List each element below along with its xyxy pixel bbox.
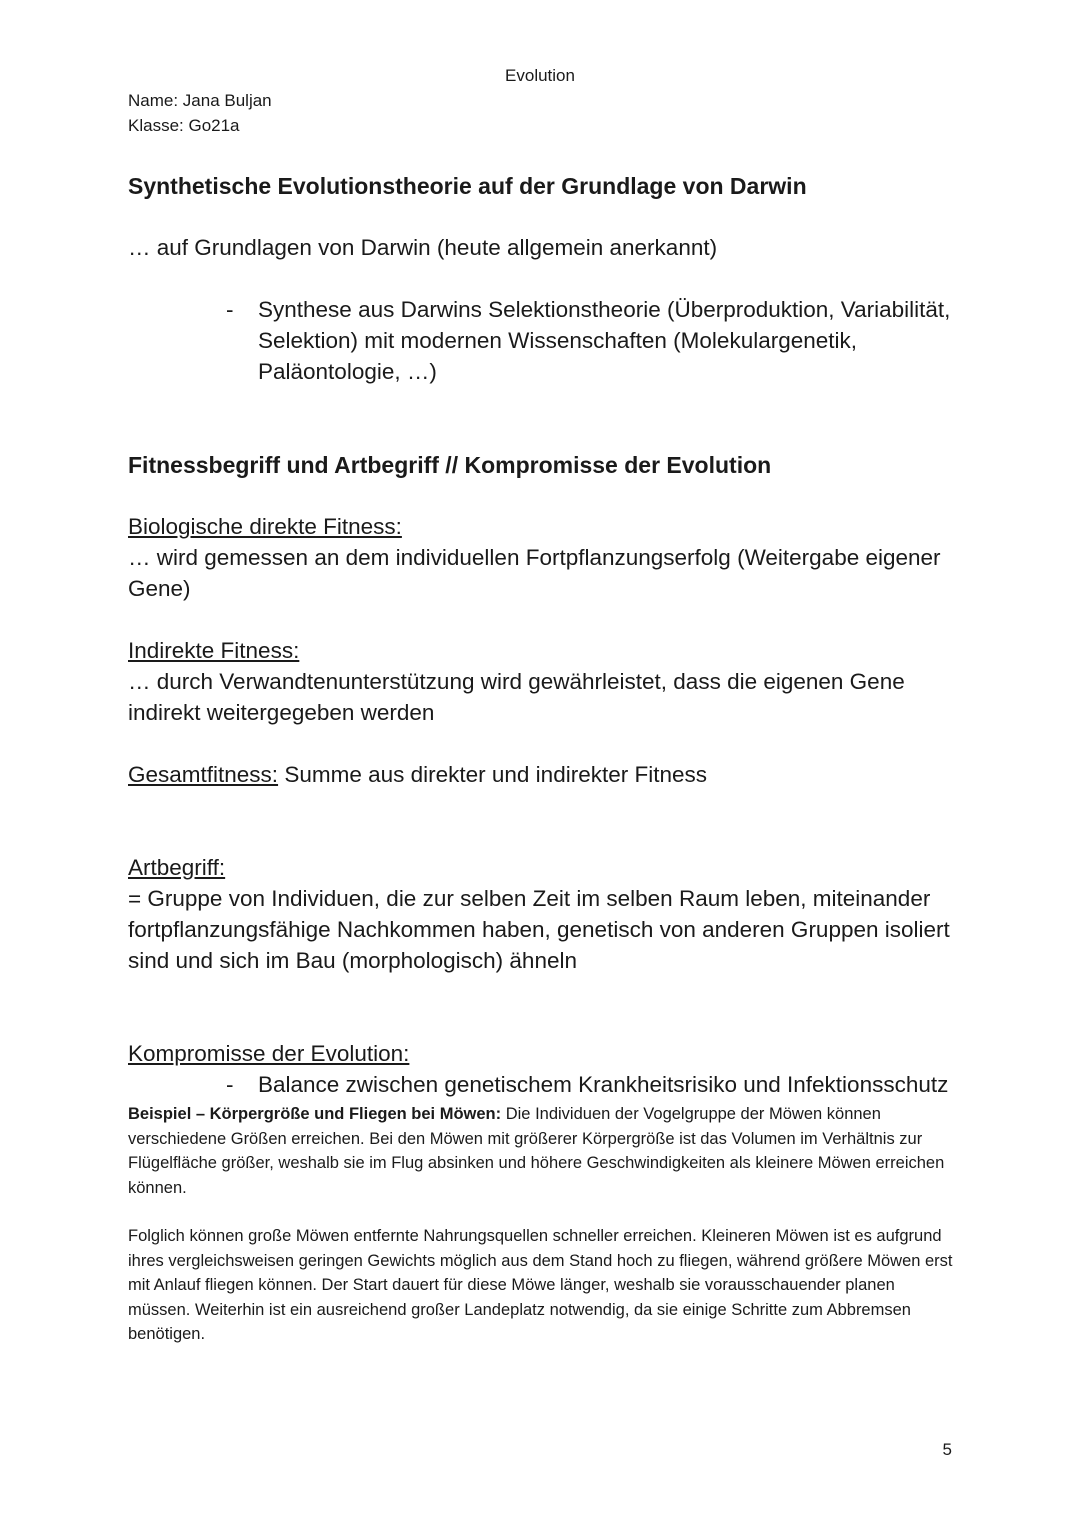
total-fitness-label: Gesamtfitness:: [128, 762, 279, 787]
species-concept-label: Artbegriff:: [128, 855, 226, 880]
total-fitness: [128, 759, 958, 790]
compromises-bullet: [128, 1069, 958, 1100]
species-concept-text: = Gruppe von Individuen, die zur selben Zeit im selben Raum leben, miteinander fortpflanzungsfähige Nachkommen haben, genetisch von anderen Gruppen isoliert sind und sich im Bau (morphologisch) ähneln: [128, 886, 950, 973]
section-heading-fitness: Fitnessbegriff und Artbegriff // Kompromisse der Evolution: [128, 452, 772, 478]
direct-fitness-text: … wird gemessen an dem individuellen Fortpflanzungserfolg (Weitergabe eigener Gene): [128, 545, 941, 601]
consequence-paragraph: Folglich können große Möwen entfernte Nahrungsquellen schneller erreichen. Kleineren Möwen ist es aufgrund ihres vergleichsweisen geringen Gewichts möglich aus dem Stand hoch zu fliegen, während größere Möwen erst mit Anlauf fliegen können. Der Start dauert für diese Möwe länger, weshalb sie vorausschauender planen müssen. Weiterhin ist ein ausreichend großer Landeplatz notwendig, da sie einige Schritte zum Abbremsen benötigen.: [128, 1227, 953, 1343]
bullet-text: Balance zwischen genetischem Krankheitsrisiko und Infektionsschutz: [258, 1072, 949, 1097]
bullet-dash: -: [226, 297, 234, 322]
indirect-fitness-label: Indirekte Fitness:: [128, 638, 300, 663]
example-label: Beispiel – Körpergröße und Fliegen bei Möwen:: [128, 1105, 502, 1123]
total-fitness-text: Summe aus direkter und indirekter Fitness: [278, 762, 707, 787]
compromises-label: Kompromisse der Evolution:: [128, 1041, 410, 1066]
synthetic-theory-bullet: [128, 294, 958, 387]
example-text: Die Individuen der Vogelgruppe der Möwen können verschiedene Größen erreichen. Bei den Möwen mit größerer Körpergröße ist das Volumen im Verhältnis zur Flügelfläche größer, weshalb sie im Flug absinken und höhere Geschwindigkeiten als kleinere Möwen erreichen können.: [128, 1105, 945, 1197]
indirect-fitness-text: … durch Verwandtenunterstützung wird gewährleistet, dass die eigenen Gene indirekt weitergegeben werden: [128, 669, 905, 725]
document-body: [128, 170, 958, 1347]
document-title: Evolution: [505, 66, 575, 85]
bullet-dash: -: [226, 1072, 234, 1097]
bullet-text: Synthese aus Darwins Selektionstheorie (Überproduktion, Variabilität, Selektion) mit modernen Wissenschaften (Molekulargenetik, Paläontologie, …): [258, 297, 951, 384]
page-number: 5: [942, 1440, 952, 1459]
example-paragraph: [128, 1102, 958, 1200]
direct-fitness-label: Biologische direkte Fitness:: [128, 514, 402, 539]
section-heading-synthetic-theory: Synthetische Evolutionstheorie auf der Grundlage von Darwin: [128, 173, 807, 199]
synthetic-theory-intro: … auf Grundlagen von Darwin (heute allgemein anerkannt): [128, 235, 718, 260]
student-name: Name: Jana Buljan: [128, 91, 272, 110]
student-class: Klasse: Go21a: [128, 116, 240, 135]
